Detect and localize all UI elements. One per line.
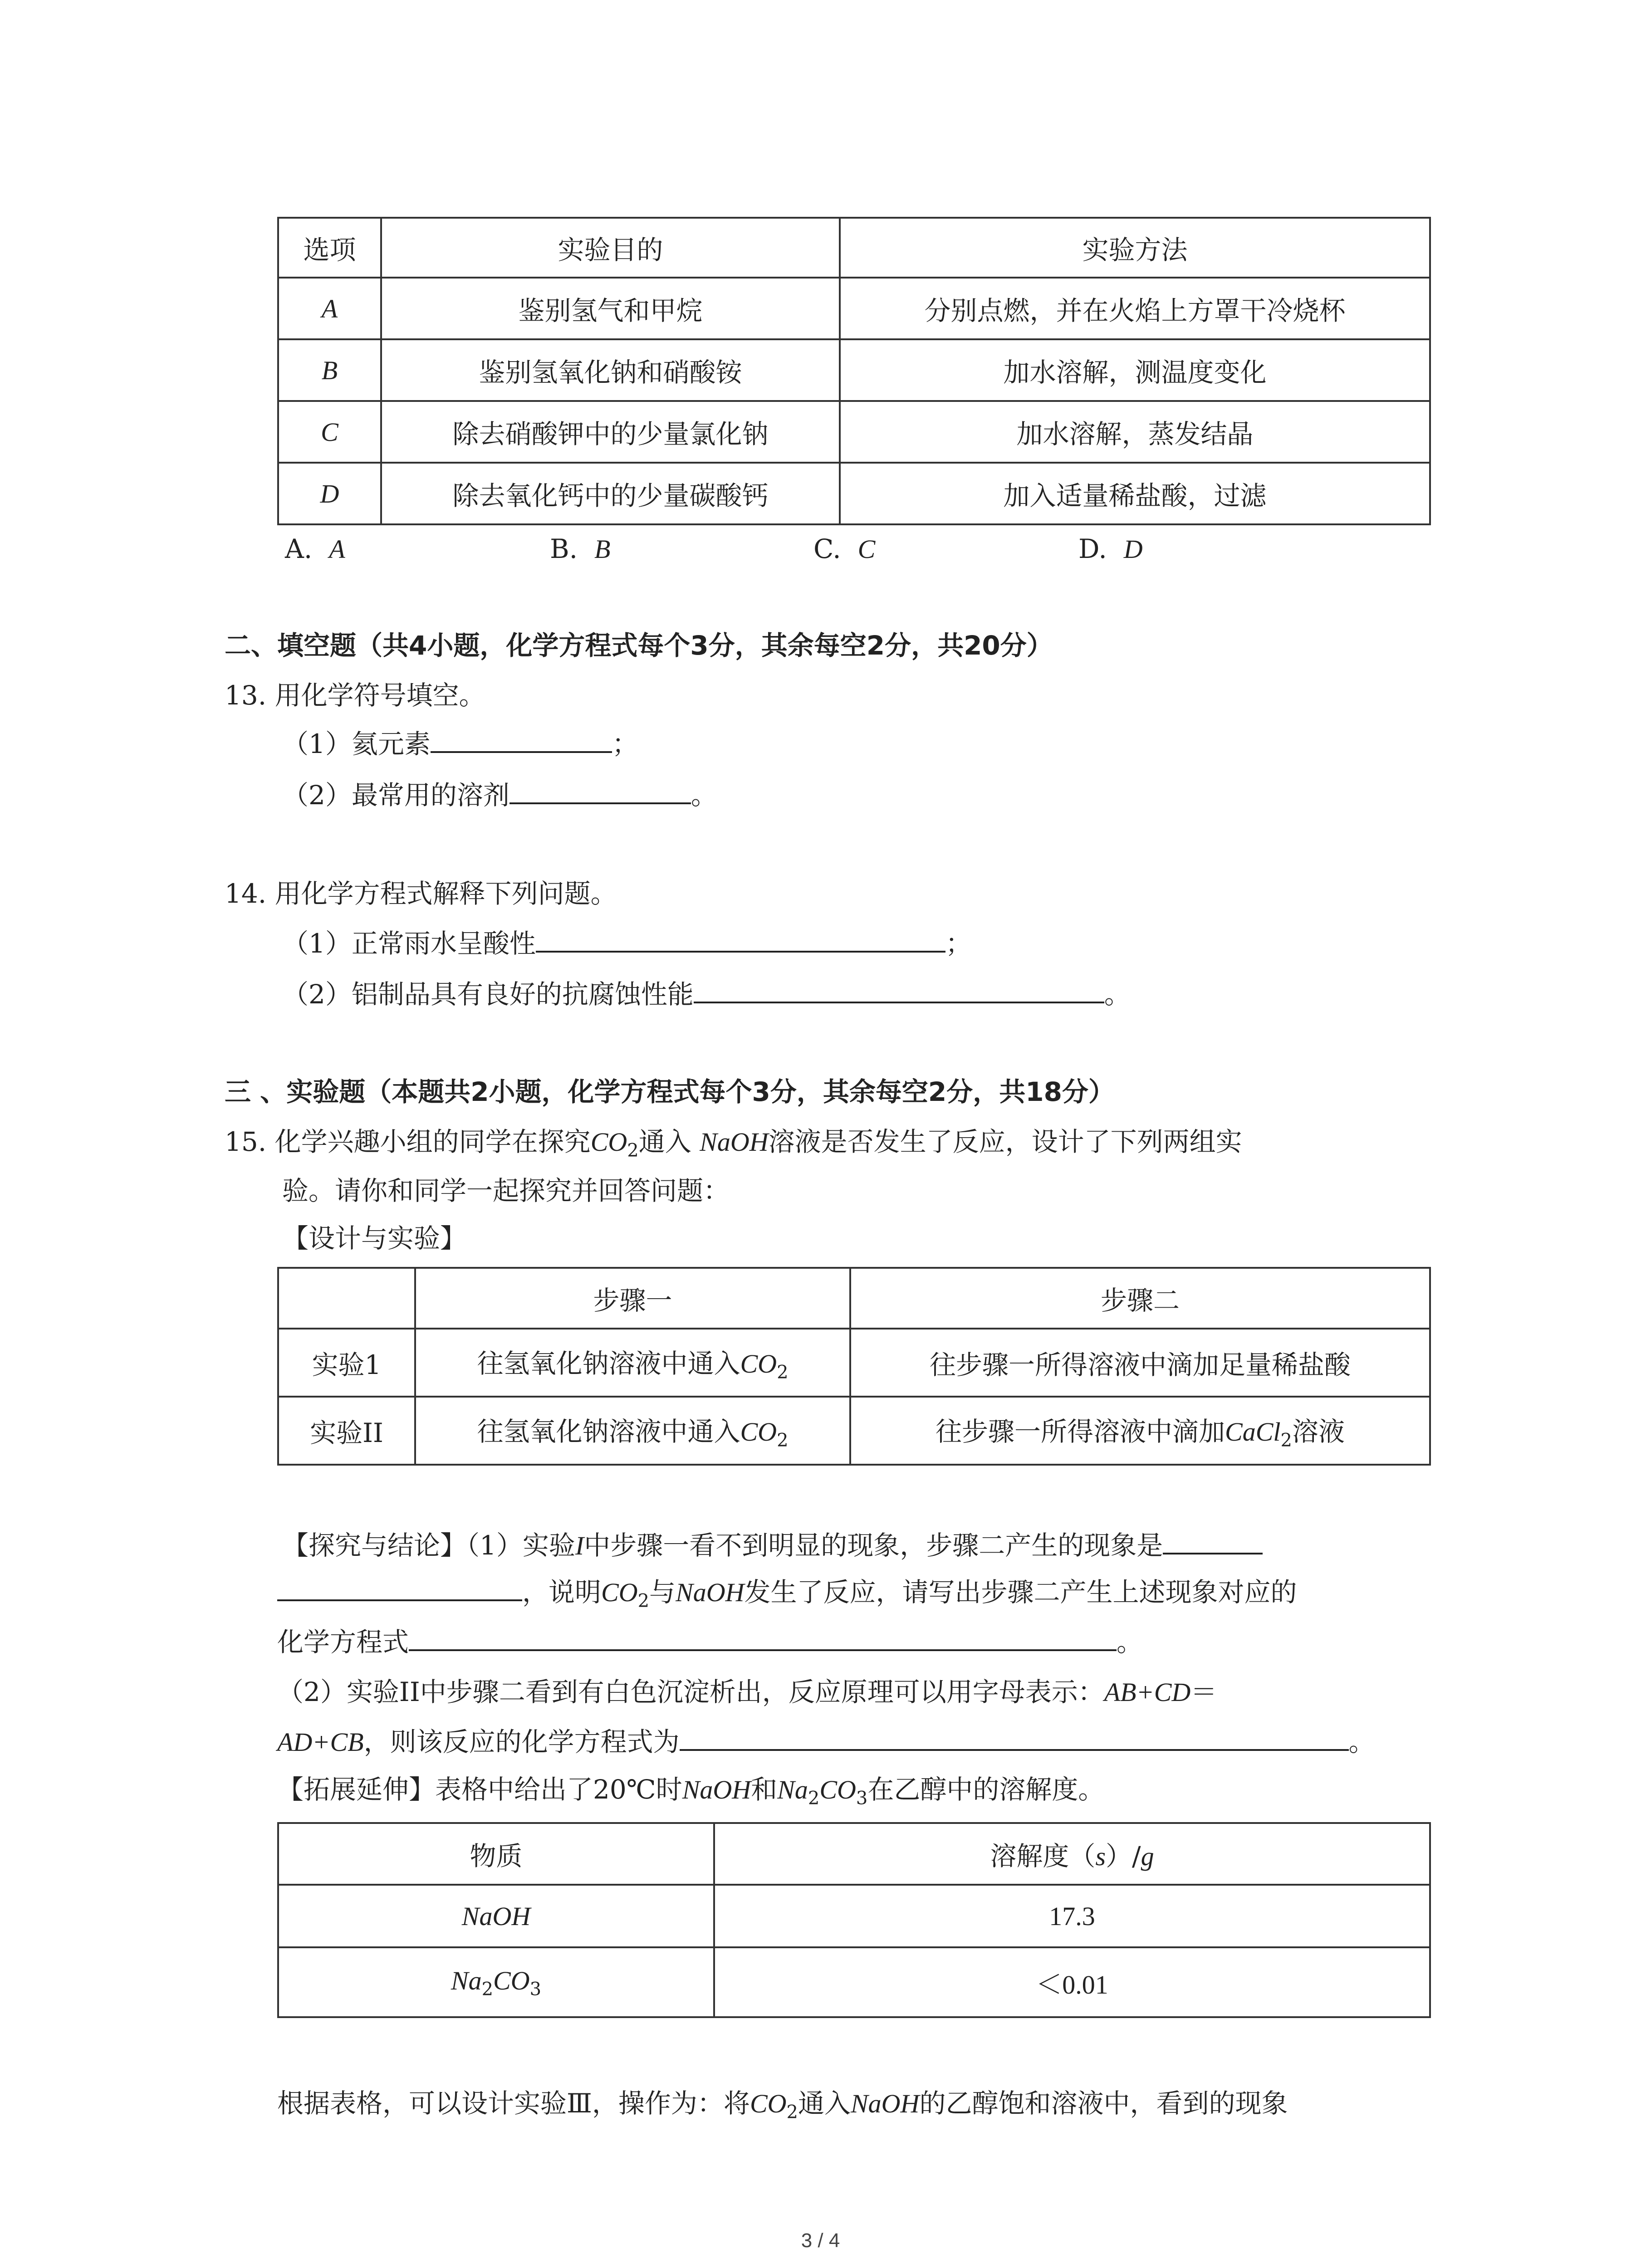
choice-d[interactable]: D. D	[1078, 533, 1143, 564]
solubility-table	[277, 1822, 1431, 2018]
design-heading: 【设计与实验】	[282, 1223, 467, 1254]
header-substance: 物质	[278, 1823, 714, 1885]
table-row	[278, 1397, 1430, 1465]
choice-c[interactable]: C. C	[813, 533, 876, 564]
q14-part1: （1）正常雨水呈酸性 ；	[282, 925, 972, 962]
option-cell: C	[278, 401, 381, 463]
table-row	[278, 463, 1430, 524]
header-step2: 步骤二	[850, 1268, 1430, 1329]
substance-cell: $Na_2CO_3$	[278, 1947, 714, 2017]
extension-line: 【拓展延伸】表格中给出了20℃时NaOH和$Na_2CO_3$在乙醇中的溶解度。	[277, 1774, 1105, 1809]
table-row	[278, 401, 1430, 463]
goal-cell: 鉴别氢气和甲烷	[381, 278, 840, 339]
experiment-table	[277, 1267, 1431, 1466]
header-solubility: 溶解度（s）/g	[714, 1823, 1430, 1885]
section-2-title: 二、填空题（共4小题，化学方程式每个3分，其余每空2分，共20分）	[225, 630, 1053, 661]
option-cell: D	[278, 463, 381, 524]
header-method: 实验方法	[840, 218, 1430, 278]
q13-part1: （1）氦元素 ；	[282, 726, 638, 762]
conclusion-line3: 化学方程式 。	[277, 1624, 1143, 1660]
substance-cell: NaOH	[278, 1885, 714, 1947]
q15-line1: 15. 化学兴趣小组的同学在探究$CO_2$通入 NaOH溶液是否发生了反应，设计了下列两组实	[225, 1126, 1242, 1161]
conclusion-blank1-cont[interactable]	[277, 1574, 522, 1601]
q14-stem: 14. 用化学方程式解释下列问题。	[225, 878, 617, 909]
step2-cell: 往步骤一所得溶液中滴加CaCl$_2$溶液	[850, 1397, 1430, 1465]
header-goal: 实验目的	[381, 218, 840, 278]
q15-line2: 验。请你和同学一起探究并回答问题：	[282, 1175, 730, 1206]
q13-blank2[interactable]	[509, 777, 691, 804]
choice-b[interactable]: B. B	[550, 533, 611, 564]
exp-name: 实验II	[278, 1397, 415, 1465]
choice-a[interactable]: A. A	[285, 533, 345, 564]
q13-stem: 13. 用化学符号填空。	[225, 680, 485, 711]
q13-part2: （2）最常用的溶剂 。	[282, 777, 717, 813]
q14-blank2[interactable]	[694, 976, 1104, 1003]
conclusion-line5: AD+CB，则该反应的化学方程式为 。	[277, 1724, 1375, 1760]
q14-blank1[interactable]	[536, 925, 945, 953]
conclusion-line2: ，说明$CO_2$与NaOH发生了反应，请写出步骤二产生上述现象对应的	[277, 1574, 1297, 1619]
solubility-cell: ＜0.01	[714, 1947, 1430, 2017]
exp-name: 实验1	[278, 1329, 415, 1397]
table-row	[278, 278, 1430, 339]
goal-cell: 鉴别氢氧化钠和硝酸铵	[381, 339, 840, 401]
section-3-title: 三 、实验题（本题共2小题，化学方程式每个3分，其余每空2分，共18分）	[225, 1076, 1115, 1107]
header-option: 选项	[278, 218, 381, 278]
goal-cell: 除去氧化钙中的少量碳酸钙	[381, 463, 840, 524]
header-step1: 步骤一	[415, 1268, 850, 1329]
conclusion-blank1[interactable]	[1163, 1527, 1263, 1554]
option-cell: A	[278, 278, 381, 339]
conclusion-line1: 【探究与结论】（1）实验I中步骤一看不到明显的现象，步骤二产生的现象是	[282, 1527, 1263, 1564]
step1-cell: 往氢氧化钠溶液中通入$CO_2$	[415, 1329, 850, 1397]
q14-part2: （2）铝制品具有良好的抗腐蚀性能 。	[282, 976, 1131, 1012]
step1-cell: 往氢氧化钠溶液中通入$CO_2$	[415, 1397, 850, 1465]
page-number: 3 / 4	[801, 2229, 840, 2252]
method-cell: 加水溶解，测温度变化	[840, 339, 1430, 401]
equation-blank1[interactable]	[409, 1624, 1117, 1651]
method-cell: 分别点燃，并在火焰上方罩干冷烧杯	[840, 278, 1430, 339]
method-cell: 加入适量稀盐酸，过滤	[840, 463, 1430, 524]
method-cell: 加水溶解，蒸发结晶	[840, 401, 1430, 463]
options-table	[277, 217, 1431, 525]
last-line: 根据表格，可以设计实验Ⅲ，操作为：将$CO_2$通入NaOH的乙醇饱和溶液中，看到的现象	[277, 2088, 1288, 2123]
option-cell: B	[278, 339, 381, 401]
table-row	[278, 1329, 1430, 1397]
table-row	[278, 1947, 1430, 2017]
solubility-cell: 17.3	[714, 1885, 1430, 1947]
header-empty	[278, 1268, 415, 1329]
equation-blank2[interactable]	[680, 1724, 1349, 1751]
step2-cell: 往步骤一所得溶液中滴加足量稀盐酸	[850, 1329, 1430, 1397]
table-row	[278, 339, 1430, 401]
conclusion-line4: （2）实验II中步骤二看到有白色沉淀析出，反应原理可以用字母表示：AB+CD＝	[277, 1677, 1217, 1707]
goal-cell: 除去硝酸钾中的少量氯化钠	[381, 401, 840, 463]
table-row	[278, 1885, 1430, 1947]
q13-blank1[interactable]	[431, 726, 612, 753]
